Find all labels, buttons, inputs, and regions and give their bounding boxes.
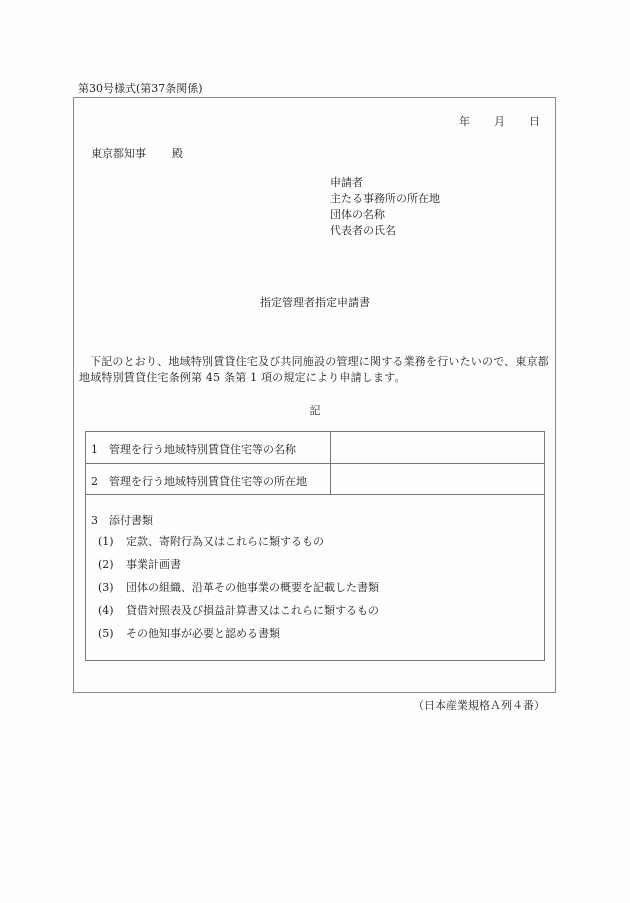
ki-label: 記	[309, 404, 321, 417]
body-text: 下記のとおり、地域特別賃貸住宅及び共同施設の管理に関する業務を行いたいので、東京都地域特別賃貸住宅条例第 45 条第 1 項の規定により申請します。	[79, 355, 549, 384]
facility-address-label: 2 管理を行う地域特別賃貸住宅等の所在地	[91, 475, 307, 488]
item-text: 団体の組織、沿革その他事業の概要を記載した書類	[126, 581, 379, 594]
body-paragraph	[79, 354, 554, 386]
list-item	[98, 625, 280, 641]
facility-name-label: 1 管理を行う地域特別賃貸住宅等の名称	[91, 443, 296, 456]
addressee	[91, 145, 183, 161]
item-number: (2)	[98, 558, 114, 571]
list-item	[98, 602, 379, 618]
item-text: 定款、寄附行為又はこれらに類するもの	[126, 535, 324, 548]
date-day-label: 日	[529, 115, 540, 128]
list-item	[98, 556, 181, 572]
item-number: (4)	[98, 604, 114, 617]
application-table	[85, 431, 545, 661]
item-number: (1)	[98, 535, 114, 548]
form-number: 第30号様式(第37条関係)	[78, 82, 203, 95]
item-text: 事業計画書	[126, 558, 181, 571]
applicant-organization-name: 団体の名称	[330, 208, 385, 221]
date-month-label: 月	[494, 115, 505, 128]
list-item	[98, 579, 379, 595]
applicant-label: 申請者	[330, 176, 363, 189]
item-number: (3)	[98, 581, 114, 594]
applicant-block	[330, 175, 440, 239]
item-number: (5)	[98, 627, 114, 640]
applicant-representative-name: 代表者の氏名	[330, 224, 396, 237]
list-item	[98, 533, 324, 549]
applicant-office-address: 主たる事務所の所在地	[330, 192, 440, 205]
addressee-honorific: 殿	[172, 147, 183, 160]
date-year-label: 年	[459, 115, 470, 128]
facility-name-field[interactable]	[331, 432, 544, 463]
facility-address-field[interactable]	[331, 464, 544, 494]
document-title: 指定管理者指定申請書	[260, 296, 370, 309]
addressee-name: 東京都知事	[91, 147, 146, 160]
paper-size-note: （日本産業規格Ａ列４番）	[413, 699, 545, 712]
attachments-heading: 3 添付書類	[91, 514, 153, 527]
item-text: その他知事が必要と認める書類	[126, 627, 280, 640]
item-text: 貸借対照表及び損益計算書又はこれらに類するもの	[126, 604, 379, 617]
